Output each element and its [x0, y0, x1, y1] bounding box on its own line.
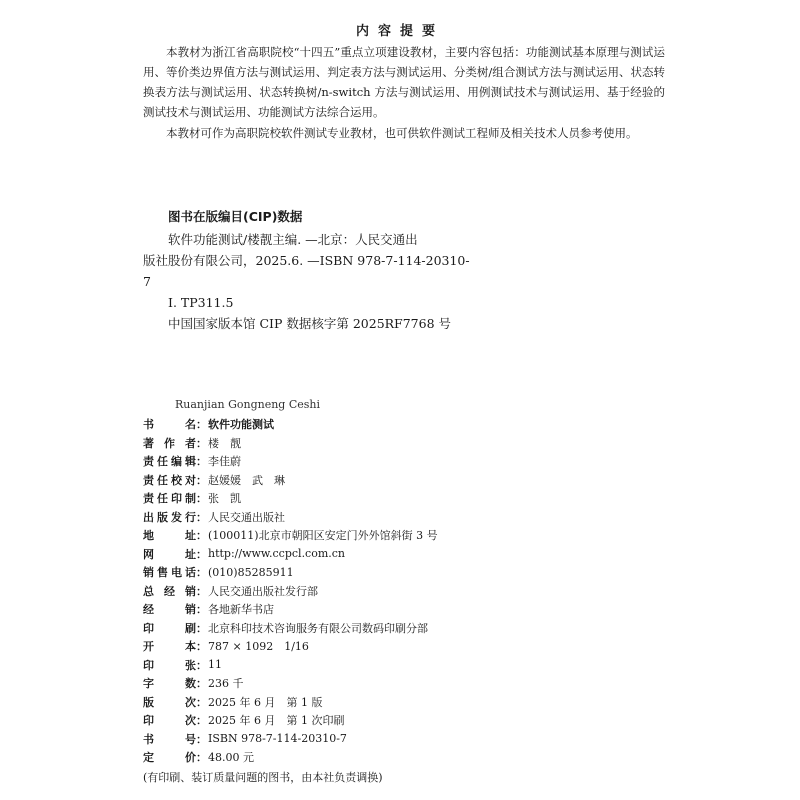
book-info-row	[143, 748, 683, 767]
book-info-value: ISBN 978-7-114-20310-7	[208, 732, 347, 746]
quality-notice: (有印刷、装订质量问题的图书，由本社负责调换)	[143, 771, 383, 784]
cip-entry-line-2: 版社股份有限公司，2025.6. —ISBN 978-7-114-20310-	[143, 253, 470, 268]
book-info-colon: ：	[196, 621, 207, 635]
book-info-value: 李佳蔚	[208, 455, 241, 469]
book-info-row	[143, 415, 683, 434]
book-info-row	[143, 730, 683, 749]
book-info-label: 开 本	[143, 640, 196, 654]
book-info-value: (100011)北京市朝阳区安定门外外馆斜街 3 号	[208, 529, 438, 543]
book-info-value: 人民交通出版社发行部	[208, 584, 318, 598]
book-info-row	[143, 619, 683, 638]
book-info-label: 销 售 电 话	[143, 566, 196, 580]
book-info-colon: ：	[196, 732, 207, 746]
book-info-label: 地 址	[143, 529, 196, 543]
book-info-label: 字 数	[143, 677, 196, 691]
book-info-colon: ：	[196, 566, 207, 580]
book-info-row	[143, 711, 683, 730]
cip-entry-line-1: 软件功能测试/楼靓主编. —北京：人民交通出	[168, 232, 418, 247]
book-info-value: 张 凯	[208, 492, 241, 506]
book-info-colon: ：	[196, 547, 207, 561]
book-info-row	[143, 582, 683, 601]
book-info-row	[143, 471, 683, 490]
book-info-row	[143, 674, 683, 693]
book-info-row	[143, 637, 683, 656]
book-info-list	[143, 415, 683, 767]
book-info-colon: ：	[196, 714, 207, 728]
book-info-colon: ：	[196, 492, 207, 506]
book-info-value: 人民交通出版社	[208, 510, 285, 524]
book-info-colon: ：	[196, 529, 207, 543]
book-info-label: 印 张	[143, 658, 196, 672]
summary-heading: 内容提要	[355, 24, 444, 39]
book-info-row	[143, 526, 683, 545]
book-info-label: 网 址	[143, 547, 196, 561]
book-info-colon: ：	[196, 658, 207, 672]
book-info-label: 版 次	[143, 695, 196, 709]
book-info-label: 书 号	[143, 732, 196, 746]
book-info-value: 48.00 元	[208, 751, 254, 765]
book-info-label: 书 名	[143, 418, 196, 432]
book-info-label: 总 经 销	[143, 584, 196, 598]
book-info-row	[143, 600, 683, 619]
book-info-colon: ：	[196, 640, 207, 654]
book-info-value: 北京科印技术咨询服务有限公司数码印刷分部	[208, 621, 428, 635]
book-info-value: 2025 年 6 月 第 1 次印刷	[208, 714, 345, 728]
summary-paragraph-2: 本教材可作为高职院校软件测试专业教材，也可供软件测试工程师及相关技术人员参考使用。	[166, 126, 638, 140]
book-info-label: 责 任 校 对	[143, 473, 196, 487]
book-info-value: 楼 靓	[208, 436, 241, 450]
book-info-label: 责 任 编 辑	[143, 455, 196, 469]
summary-paragraph-1: 本教材为浙江省高职院校“十四五”重点立项建设教材，主要内容包括：功能测试基本原理与测试运用、等价类边界值方法与测试运用、判定表方法与测试运用、分类树/组合测试方法与测试运用、状态转换表方法与测试运用、状态转换树/n-switch 方法与测试运用、用例测试技术与测试运用、基于经验的测试技术与测试运用、功能测试方法综合运用。	[143, 45, 665, 119]
book-info-label: 定 价	[143, 751, 196, 765]
book-info-row	[143, 452, 683, 471]
book-info-colon: ：	[196, 473, 207, 487]
book-info-label: 著 作 者	[143, 436, 196, 450]
book-info-colon: ：	[196, 677, 207, 691]
book-info-colon: ：	[196, 510, 207, 524]
book-info-row	[143, 545, 683, 564]
book-info-row	[143, 656, 683, 675]
book-info-row	[143, 508, 683, 527]
book-info-colon: ：	[196, 418, 207, 432]
book-info-value: 软件功能测试	[208, 418, 274, 432]
book-info-value: 赵媛媛 武 琳	[208, 473, 285, 487]
book-info-label: 责 任 印 制	[143, 492, 196, 506]
cip-record-number: 中国国家版本馆 CIP 数据核字第 2025RF7768 号	[168, 316, 452, 331]
book-info-value: 11	[208, 658, 222, 672]
book-info-colon: ：	[196, 455, 207, 469]
book-info-value: http://www.ccpcl.com.cn	[208, 547, 346, 561]
book-info-row	[143, 489, 683, 508]
book-info-label: 印 次	[143, 714, 196, 728]
book-info-label: 印 刷	[143, 621, 196, 635]
book-info-colon: ：	[196, 695, 207, 709]
cip-title: 图书在版编目(CIP)数据	[168, 209, 303, 224]
book-info-row	[143, 434, 683, 453]
book-info-colon: ：	[196, 436, 207, 450]
book-info-row	[143, 693, 683, 712]
cip-entry-line-3: 7	[143, 274, 151, 289]
book-info-label: 经 销	[143, 603, 196, 617]
book-info-value: 787 × 1092 1/16	[208, 640, 309, 654]
pinyin-title: Ruanjian Gongneng Ceshi	[175, 398, 321, 411]
book-info-colon: ：	[196, 603, 207, 617]
book-info-row	[143, 563, 683, 582]
book-info-value: (010)85285911	[208, 565, 294, 579]
book-info-colon: ：	[196, 751, 207, 765]
cip-classification: Ⅰ. TP311.5	[168, 295, 234, 310]
book-info-colon: ：	[196, 584, 207, 598]
book-info-value: 各地新华书店	[208, 603, 274, 617]
book-info-value: 2025 年 6 月 第 1 版	[208, 695, 323, 709]
book-info-label: 出 版 发 行	[143, 510, 196, 524]
book-info-value: 236 千	[208, 677, 244, 691]
